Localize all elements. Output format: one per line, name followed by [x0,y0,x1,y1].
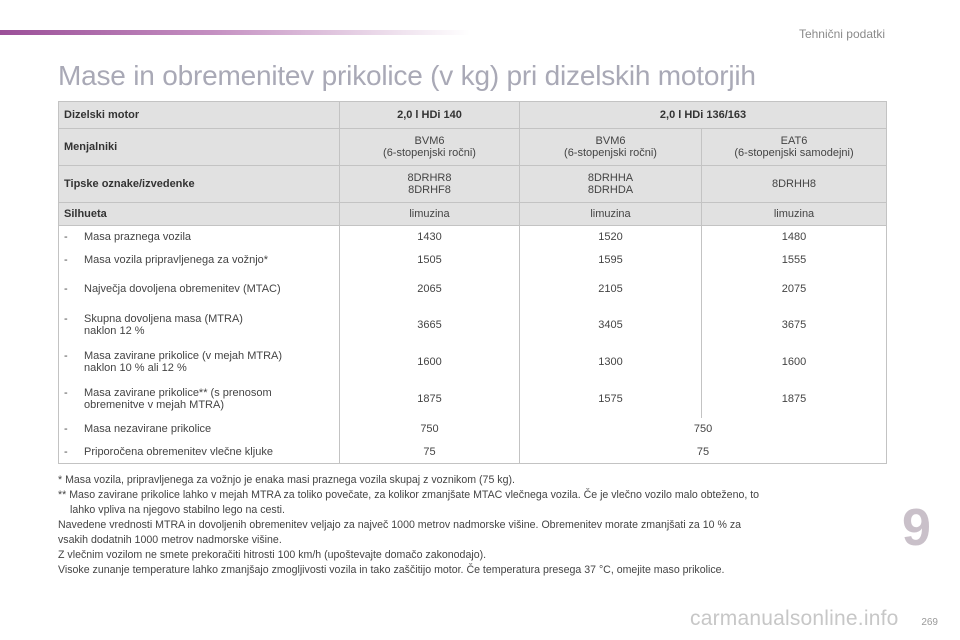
cell-value: 1555 [702,249,887,271]
note-altitude-cont: vsakih dodatnih 1000 metrov nadmorske višine. [58,534,282,546]
page-number: 269 [921,617,938,628]
note-speed: Z vlečnim vozilom ne smete prekoračiti hitrosti 100 km/h (upoštevajte domačo zakonodajo). [58,549,487,561]
cell-value: 1600 [340,344,520,381]
types-cell-3: 8DRHH8 [702,166,887,203]
cell-value: 2065 [340,271,520,307]
row-label: - Skupna dovoljena masa (MTRA) naklon 12 % [59,307,340,344]
body-label: Silhueta [59,203,340,226]
table-row [59,381,887,418]
engine-value-1: 2,0 l HDi 140 [340,102,520,129]
cell-value-merged: 75 [520,441,887,464]
row-label: - Masa nezavirane prikolice [59,418,340,441]
row-label: - Priporočena obremenitev vlečne kljuke [59,441,340,464]
cell-value: 1300 [520,344,702,381]
row-label: - Masa zavirane prikolice (v mejah MTRA) naklon 10 % ali 12 % [59,344,340,381]
table-row [59,418,887,441]
table-row [59,441,887,464]
cell-value: 1875 [702,381,887,418]
note-temperature: Visoke zunanje temperature lahko zmanjšajo zmogljivosti vozila in tako zaščitijo motor. Če temperatura presega 37 °C, omejite maso prikolice. [58,564,725,576]
engine-value-2: 2,0 l HDi 136/163 [520,102,887,129]
types-cell-1: 8DRHR8 8DRHF8 [340,166,520,203]
cell-value: 1875 [340,381,520,418]
cell-value: 1600 [702,344,887,381]
types-label: Tipske oznake/izvedenke [59,166,340,203]
page-title: Mase in obremenitev prikolice (v kg) pri dizelskih motorjih [58,60,756,91]
gearbox-cell-3: EAT6 (6-stopenjski samodejni) [702,129,887,166]
row-types [59,166,887,203]
cell-value: 3675 [702,307,887,344]
row-engine [59,102,887,129]
cell-value: 1520 [520,226,702,249]
note-altitude: Navedene vrednosti MTRA in dovoljenih obremenitev veljajo za največ 1000 metrov nadmorske višine. Obremenitev morate zmanjšati za 10 % za [58,519,742,531]
table-row [59,249,887,271]
cell-value-merged: 750 [520,418,887,441]
body-cell-3: limuzina [702,203,887,226]
table-row [59,271,887,307]
gearbox-label: Menjalniki [59,129,340,166]
cell-value: 75 [340,441,520,464]
types-cell-2: 8DRHHA 8DRHDA [520,166,702,203]
cell-value: 3405 [520,307,702,344]
body-cell-1: limuzina [340,203,520,226]
row-label: - Masa praznega vozila [59,226,340,249]
cell-value: 2075 [702,271,887,307]
cell-value: 2105 [520,271,702,307]
table-row [59,344,887,381]
table-row [59,226,887,249]
cell-value: 1430 [340,226,520,249]
footnotes [58,473,893,578]
cell-value: 750 [340,418,520,441]
cell-value: 1575 [520,381,702,418]
gearbox-cell-2: BVM6 (6-stopenjski ročni) [520,129,702,166]
cell-value: 1480 [702,226,887,249]
watermark: carmanualsonline.info [690,607,899,630]
body-cell-2: limuzina [520,203,702,226]
section-label: Tehnični podatki [798,27,885,41]
footnote-2: ** Maso zavirane prikolice lahko v mejah MTRA za toliko povečate, za kolikor zmanjšate MTAC vlečnega vozila. Če je vlečno vozilo malo obteženo, to [58,489,760,501]
row-body [59,203,887,226]
chapter-number: 9 [902,499,931,557]
table-row [59,307,887,344]
footnote-1: * Masa vozila, pripravljenega za vožnjo je enaka masi praznega vozila skupaj z voznikom (75 kg). [58,474,515,486]
header-accent-bar [0,30,470,35]
row-label: - Masa zavirane prikolice** (s prenosom obremenitve v mejah MTRA) [59,381,340,418]
row-gearbox [59,129,887,166]
cell-value: 1595 [520,249,702,271]
engine-label: Dizelski motor [59,102,340,129]
gearbox-cell-1: BVM6 (6-stopenjski ročni) [340,129,520,166]
footnote-2-cont: lahko vpliva na njegovo stabilno lego na cesti. [70,504,285,516]
spec-table [58,101,887,464]
row-label: - Masa vozila pripravljenega za vožnjo* [59,249,340,271]
row-label: - Največja dovoljena obremenitev (MTAC) [59,271,340,307]
cell-value: 3665 [340,307,520,344]
cell-value: 1505 [340,249,520,271]
